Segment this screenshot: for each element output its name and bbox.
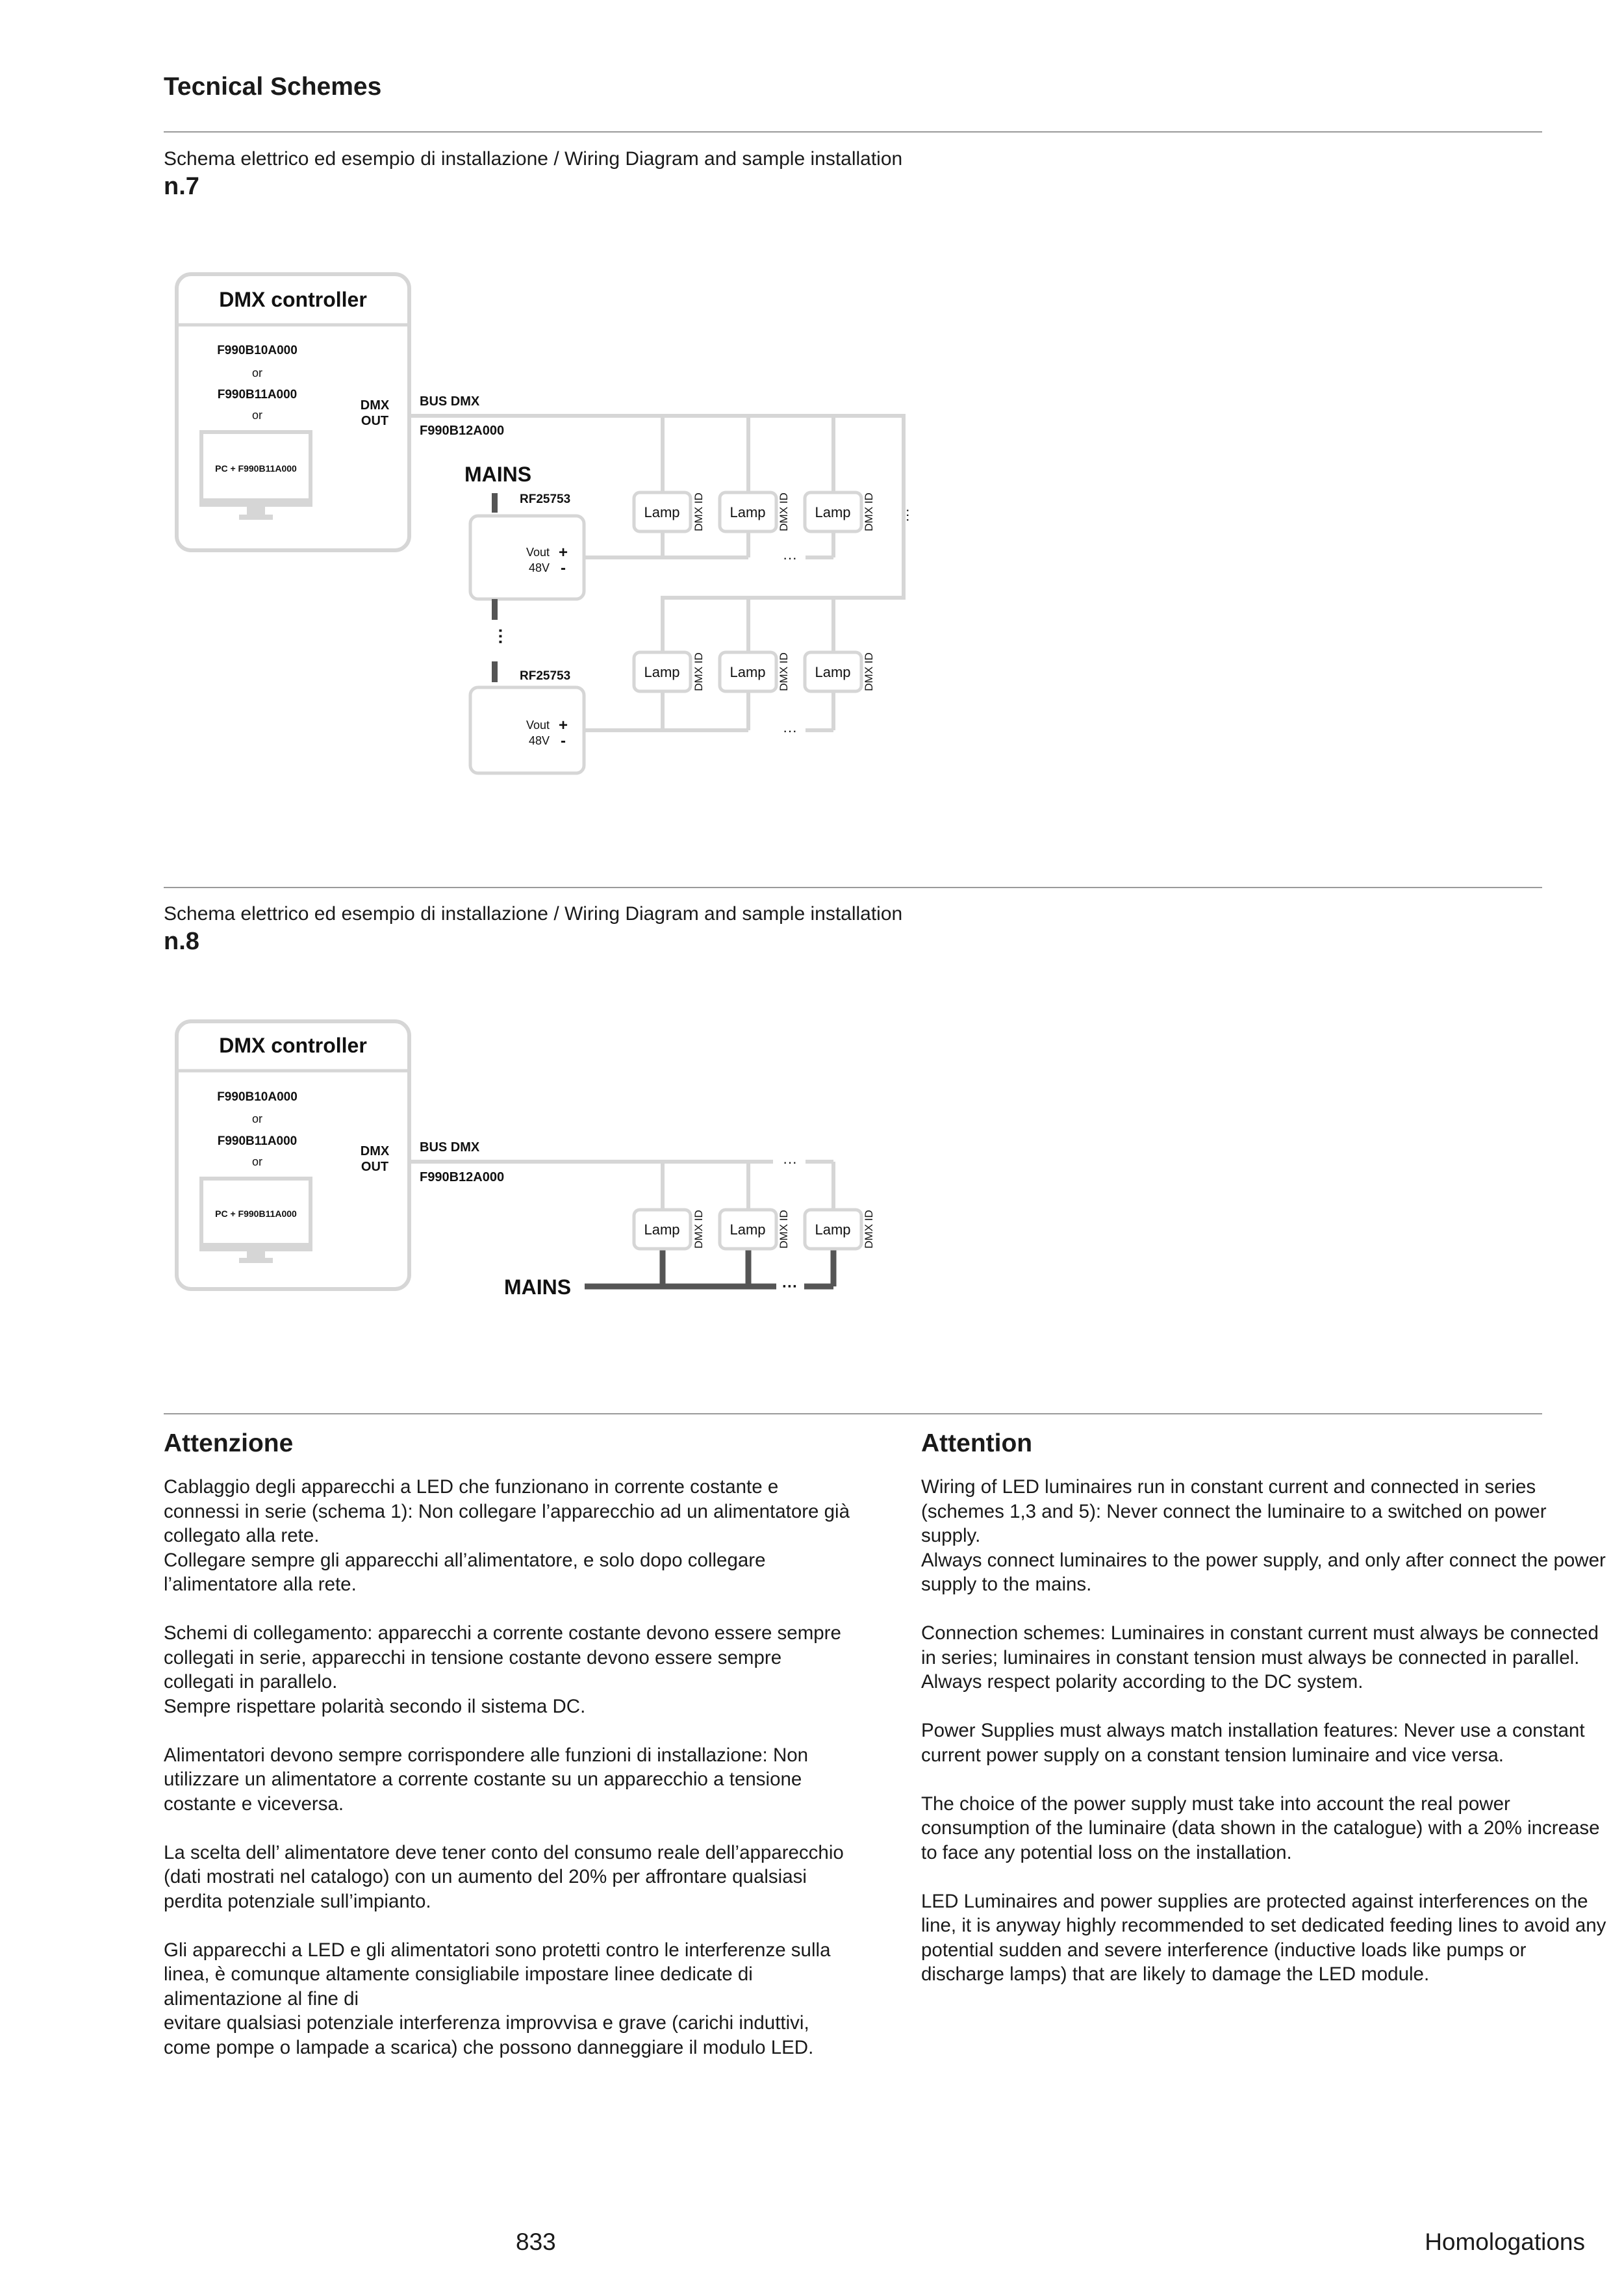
lamp-label: Lamp (644, 1221, 680, 1238)
pc-label: PC + F990B11A000 (215, 463, 297, 474)
paragraph: Cablaggio degli apparecchi a LED che funzionano in corrente costante e connessi in serie (schema 1): Non collegare l’apparecchio ad un alimentatore già collegato alla rete. Collegare sempre gli apparecchi all’alimentatore, e solo dopo collegare l’alimentatore alla rete. (164, 1476, 850, 1595)
minus-sign: - (561, 559, 566, 577)
english-body (921, 1475, 1610, 1987)
continuation-dots: ··· (783, 550, 797, 566)
paragraph: La scelta dell’ alimentatore deve tener conto del consumo reale dell’apparecchio (dati mostrati nel catalogo) con un aumento del 20% per affrontare qualsiasi perdita potenziale sull’impianto. (164, 1841, 844, 1912)
lamp (805, 652, 875, 691)
dmx-out-label: OUT (361, 414, 389, 428)
english-title: Attention (921, 1429, 1033, 1457)
continuation-dots: ··· (782, 1278, 798, 1296)
bus-label: BUS DMX (420, 1140, 480, 1155)
monitor-icon (199, 1179, 312, 1263)
wiring-diagram-7 (0, 260, 1624, 806)
dmx-controller (177, 1021, 409, 1289)
power-supply (470, 492, 584, 599)
code-label: F990B11A000 (217, 388, 298, 402)
wiring-diagram-8 (0, 1001, 1624, 1312)
bus-dmx-line (409, 1162, 833, 1210)
paragraph: Schemi di collegamento: apparecchi a corrente costante devono essere sempre collegati in serie, apparecchi in tensione costante devono essere sempre collegati in parallelo. Sempre rispettare polarità secondo il sistema DC. (164, 1622, 841, 1717)
code-label: F990B11A000 (217, 1134, 298, 1148)
lamp-label: Lamp (815, 504, 851, 520)
lamp-label: Lamp (730, 504, 766, 520)
scheme8-subtitle: Schema elettrico ed esempio di installazione / Wiring Diagram and sample installation (164, 903, 903, 925)
dmx-id-label: DMX ID (863, 652, 875, 691)
volt-label: 48V (528, 561, 550, 574)
dmx-id-label: DMX ID (778, 652, 790, 691)
paragraph: LED Luminaires and power supplies are protected against interferences on the line, it is anyway highly recommended to set dedicated feeding lines to avoid any potential sudden and severe interference (inductive loads like pumps or discharge lamps) that are likely to damage the LED module. (921, 1890, 1606, 1985)
lamp-label: Lamp (815, 1221, 851, 1238)
controller-title: DMX controller (219, 288, 367, 311)
lamp (805, 1210, 875, 1249)
bus-code: F990B12A000 (420, 1170, 505, 1184)
dmx-id-label: DMX ID (778, 1210, 790, 1249)
section-name: Homologations (1425, 2229, 1585, 2255)
page-title: Tecnical Schemes (164, 73, 382, 101)
monitor-icon (199, 432, 312, 520)
power-supply (470, 669, 584, 773)
code-label: F990B10A000 (217, 1090, 298, 1104)
lamp (634, 492, 705, 531)
scheme7-subtitle: Schema elettrico ed esempio di installazione / Wiring Diagram and sample installation (164, 148, 903, 170)
volt-label: 48V (528, 734, 550, 747)
dmx-id-label: DMX ID (692, 492, 705, 531)
lamp-label: Lamp (730, 664, 766, 680)
lamp-label: Lamp (815, 664, 851, 680)
dmx-controller (177, 274, 409, 550)
lamp-label: Lamp (730, 1221, 766, 1238)
continuation-dots: ··· (783, 722, 797, 739)
or-label: or (251, 1155, 263, 1168)
lamp-label: Lamp (644, 664, 680, 680)
plus-sign: + (558, 544, 568, 561)
paragraph: The choice of the power supply must take into account the real power consumption of the luminaire (data shown in the catalogue) with a 20% increase to face any potential loss on the installation. (921, 1793, 1600, 1863)
divider (164, 131, 1542, 133)
psu-code: RF25753 (520, 669, 571, 683)
mains-line (492, 661, 498, 682)
psu-code: RF25753 (520, 492, 571, 506)
paragraph: Alimentatori devono sempre corrispondere alle funzioni di installazione: Non utilizzare un alimentatore a corrente costante su un apparecchio a tensione costante e viceversa. (164, 1744, 809, 1815)
continuation-dots: ··· (900, 508, 917, 522)
vout-label: Vout (526, 719, 550, 732)
lamp-label: Lamp (644, 504, 680, 520)
lamp (805, 492, 875, 531)
code-label: F990B10A000 (217, 344, 298, 357)
mains-label: MAINS (464, 463, 532, 486)
lamp (720, 492, 790, 531)
divider (164, 887, 1542, 888)
dmx-id-label: DMX ID (778, 492, 790, 531)
or-label: or (251, 1112, 263, 1125)
paragraph: Connection schemes: Luminaires in constant current must always be connected in series; luminaires in constant tension must always be connected in parallel. Always respect polarity according to the DC system. (921, 1622, 1599, 1693)
lamp (634, 1210, 705, 1249)
dmx-id-label: DMX ID (692, 1210, 705, 1249)
continuation-dots: ··· (491, 628, 511, 645)
pc-label: PC + F990B11A000 (215, 1208, 297, 1219)
dmx-id-label: DMX ID (692, 652, 705, 691)
italian-column (164, 1429, 852, 2084)
mains-line (492, 599, 498, 620)
paragraph: Gli apparecchi a LED e gli alimentatori sono protetti contro le interferenze sulla linea, è comunque altamente consigliabile impostare linee dedicate di alimentazione al fine di evitare qualsiasi potenziale interferenza improvvisa e grave (carichi induttivi, come pompe o lampade a scarica) che possono danneggiare il modulo LED. (164, 1939, 831, 2058)
plus-sign: + (558, 717, 568, 734)
english-column (921, 1429, 1610, 2011)
lamp (720, 652, 790, 691)
scheme8-number: n.8 (164, 928, 199, 955)
divider (164, 1413, 1542, 1414)
or-label: or (251, 366, 263, 379)
paragraph: Wiring of LED luminaires run in constant current and connected in series (schemes 1,3 and 5): Never connect the luminaire to a switched on power supply. Always connect luminaires to the power supply, and only after connect the power supply to the mains. (921, 1476, 1606, 1595)
dmx-id-label: DMX ID (863, 1210, 875, 1249)
mains-label: MAINS (504, 1275, 572, 1299)
dmx-out-label: DMX (360, 398, 390, 413)
italian-title: Attenzione (164, 1429, 294, 1457)
minus-sign: - (561, 732, 566, 750)
or-label: or (251, 409, 263, 422)
dmx-id-label: DMX ID (863, 492, 875, 531)
lamp (720, 1210, 790, 1249)
bus-label: BUS DMX (420, 394, 480, 409)
dmx-out-label: DMX (360, 1144, 390, 1158)
continuation-dots: ··· (783, 1154, 797, 1170)
dmx-out-label: OUT (361, 1160, 389, 1174)
controller-title: DMX controller (219, 1034, 367, 1057)
scheme7-number: n.7 (164, 173, 199, 200)
page-number: 833 (516, 2229, 556, 2255)
italian-body (164, 1475, 852, 2060)
bus-code: F990B12A000 (420, 424, 505, 438)
paragraph: Power Supplies must always match installation features: Never use a constant current power supply on a constant tension luminaire and vice versa. (921, 1720, 1585, 1766)
vout-label: Vout (526, 546, 550, 559)
lamp (634, 652, 705, 691)
